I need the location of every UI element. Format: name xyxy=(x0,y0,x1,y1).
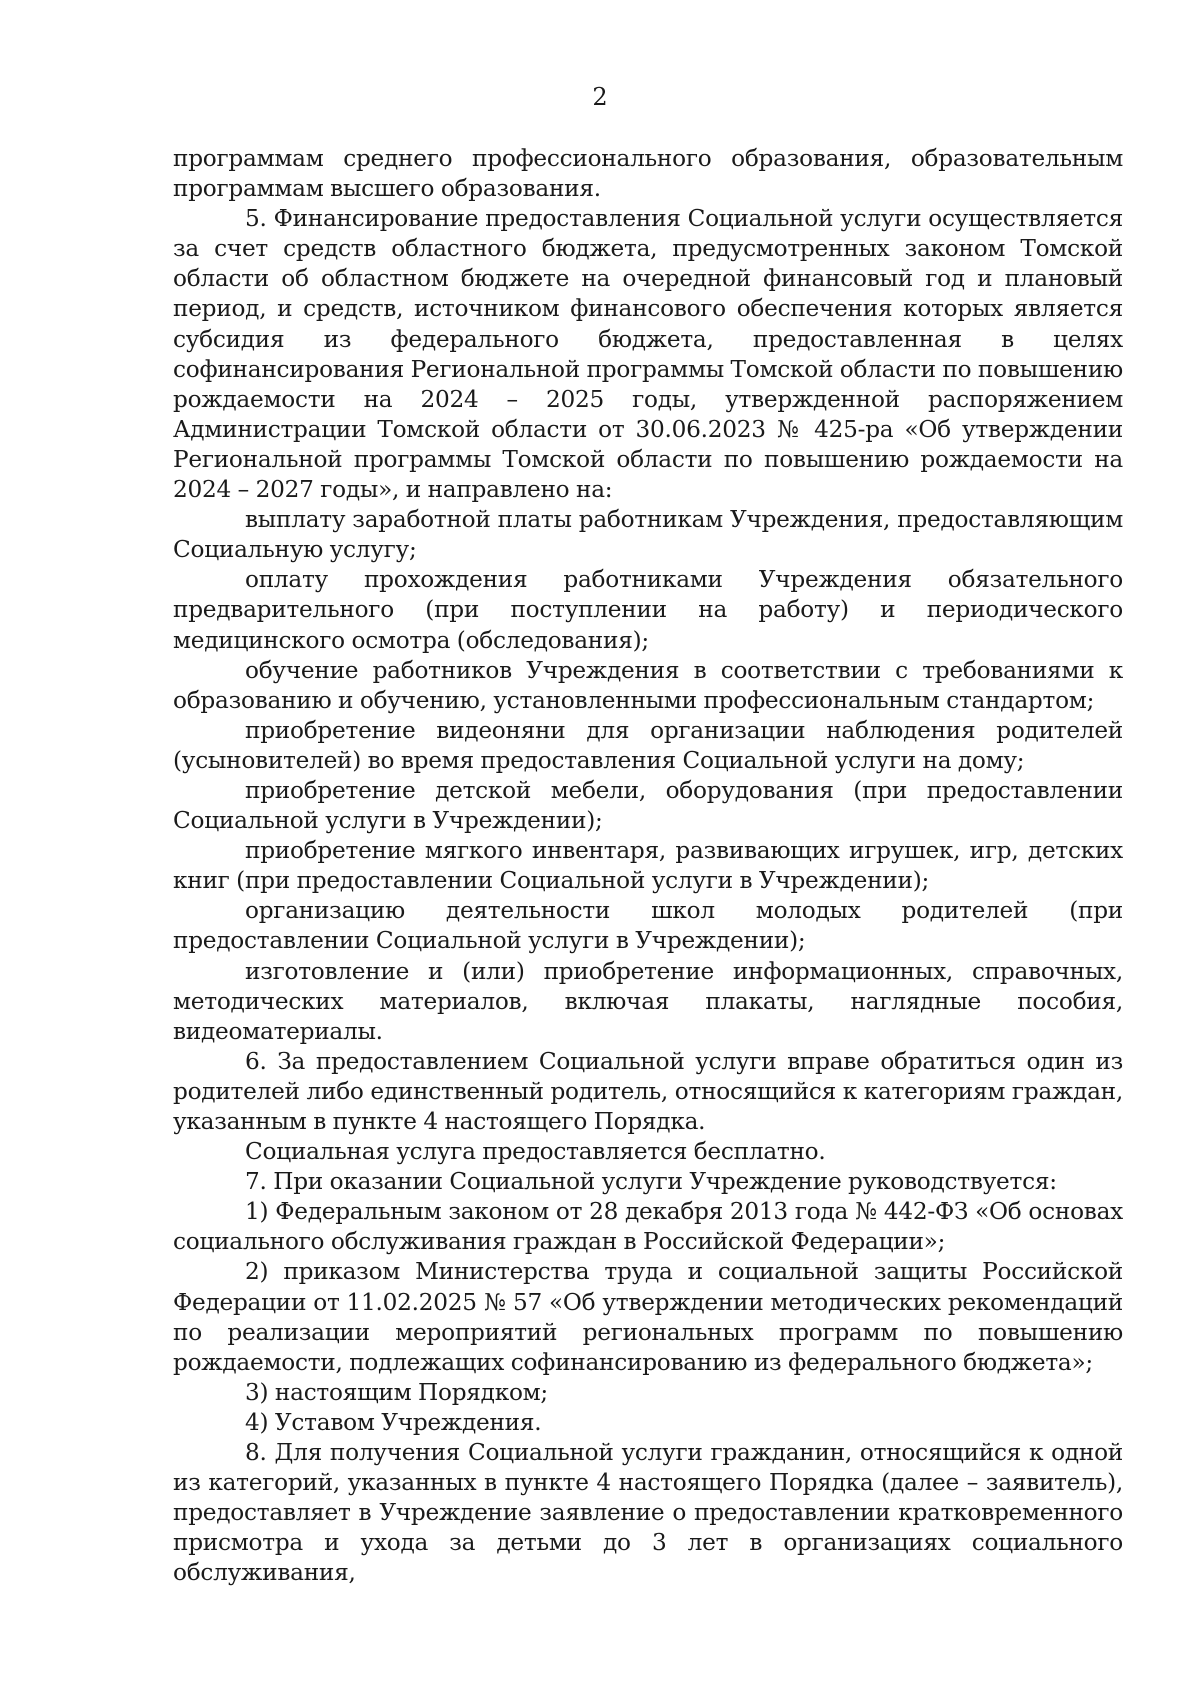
paragraph-materials: изготовление и (или) приобретение информационных, справочных, методических материалов, включая плакаты, наглядные пособия, видеоматериалы. xyxy=(173,957,1123,1045)
paragraph-parent-schools: организацию деятельности школ молодых родителей (при предоставлении Социальной услуги в Учреждении); xyxy=(173,897,1123,955)
paragraph-item-5-financing: 5. Финансирование предоставления Социальной услуги осуществляется за счет средств областного бюджета, предусмотренных законом Томской области об областном бюджете на очередной финансовый год и плановый период, и средств, источником финансового обеспечения которых является субсидия из федерального бюджета, предоставленная в целях софинансирования Региональной программы Томской области по повышению рождаемости на 2024 – 2025 годы, утвержденной распоряжением Администрации Томской области от 30.06.2023 № 425-ра «Об утверждении Региональной программы Томской области по повышению рождаемости на 2024 – 2027 годы», и направлено на: xyxy=(173,205,1123,504)
paragraph-salary: выплату заработной платы работникам Учреждения, предоставляющим Социальную услугу; xyxy=(173,506,1123,564)
paragraph-continuation: программам среднего профессионального образования, образовательным программам высшего образования. xyxy=(173,145,1123,203)
paragraph-item-7-4: 4) Уставом Учреждения. xyxy=(245,1408,542,1436)
paragraph-item-7-1: 1) Федеральным законом от 28 декабря 2013 года № 442-ФЗ «Об основах социального обслуживания граждан в Российской Федерации»; xyxy=(173,1198,1123,1256)
paragraph-video-nanny: приобретение видеоняни для организации наблюдения родителей (усыновителей) во время предоставления Социальной услуги на дому; xyxy=(173,716,1123,774)
paragraph-item-6: 6. За предоставлением Социальной услуги вправе обратиться один из родителей либо единственный родитель, относящийся к категориям граждан, указанным в пункте 4 настоящего Порядка. xyxy=(173,1047,1123,1135)
page-number: 2 xyxy=(592,83,608,111)
paragraph-medical-exam: оплату прохождения работниками Учреждения обязательного предварительного (при поступлении на работу) и периодического медицинского осмотра (обследования); xyxy=(173,566,1123,654)
paragraph-soft-inventory: приобретение мягкого инвентаря, развивающих игрушек, игр, детских книг (при предоставлении Социальной услуги в Учреждении); xyxy=(173,837,1123,895)
paragraph-item-7-2: 2) приказом Министерства труда и социальной защиты Российской Федерации от 11.02.2025 № 57 «Об утверждении методических рекомендаций по реализации мероприятий региональных программ по повышению рождаемости, подлежащих софинансированию из федерального бюджета»; xyxy=(173,1258,1123,1376)
paragraph-item-8: 8. Для получения Социальной услуги гражданин, относящийся к одной из категорий, указанных в пункте 4 настоящего Порядка (далее – заявитель), предоставляет в Учреждение заявление о предоставлении кратковременного присмотра и ухода за детьми до 3 лет в организациях социального обслуживания, xyxy=(173,1439,1123,1587)
paragraph-furniture: приобретение детской мебели, оборудования (при предоставлении Социальной услуги в Учреждении); xyxy=(173,776,1123,835)
paragraph-free-of-charge: Социальная услуга предоставляется бесплатно. xyxy=(245,1138,826,1166)
document-body xyxy=(173,144,1123,1589)
paragraph-item-7-3: 3) настоящим Порядком; xyxy=(245,1378,548,1406)
paragraph-training: обучение работников Учреждения в соответствии с требованиями к образованию и обучению, установленными профессиональным стандартом; xyxy=(173,656,1123,714)
paragraph-item-7: 7. При оказании Социальной услуги Учреждение руководствуется: xyxy=(245,1168,1057,1196)
